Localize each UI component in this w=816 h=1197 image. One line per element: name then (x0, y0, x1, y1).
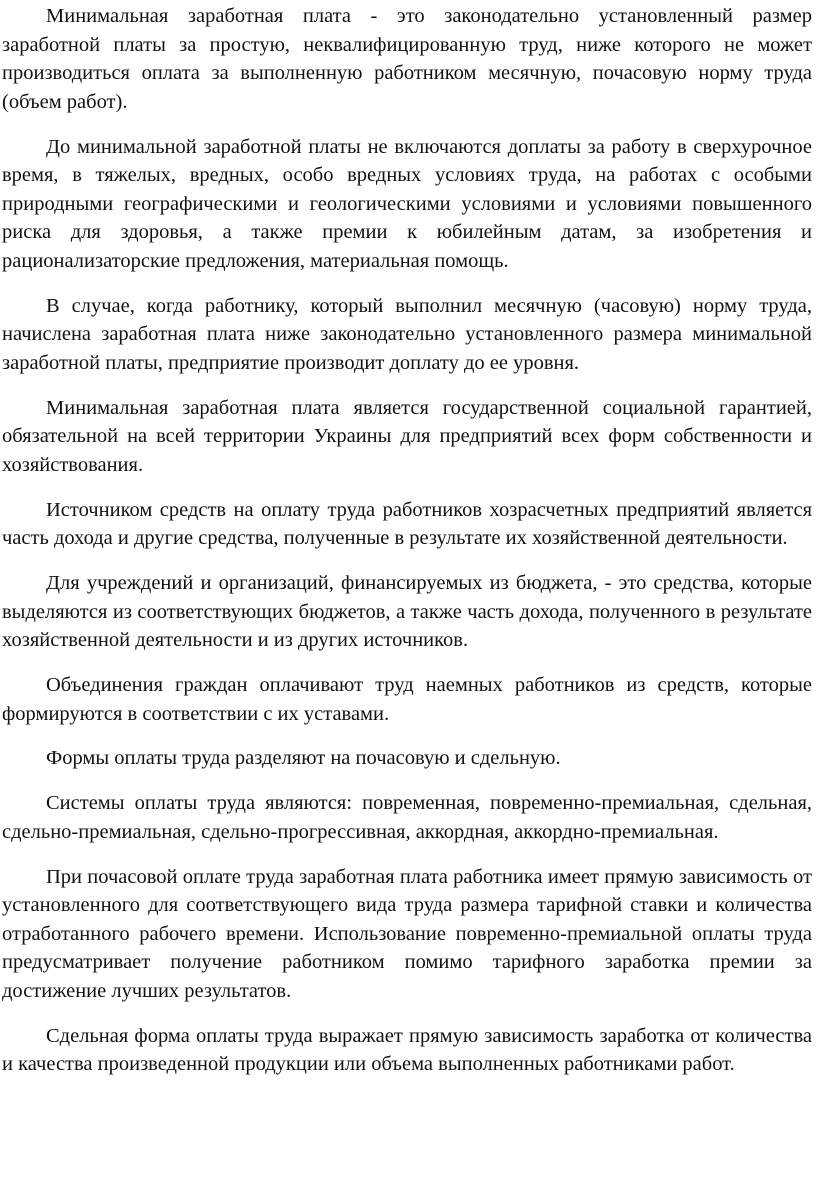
paragraph-time-based-pay: При почасовой оплате труда заработная плата работника имеет прямую зависимость от установленного для соответствующего вида труда размера тарифной ставки и количества отработанного рабочего времени. Использование повременно-премиальной оплаты труда предусматривает получение работником помимо тарифного заработка премии за достижение лучших результатов. (2, 865, 812, 1002)
paragraph-min-wage-exclusions: До минимальной заработной платы не включаются доплаты за работу в сверхурочное время, в тяжелых, вредных, особо вредных условиях труда, на работах с особыми природными географическими и геологическими условиями и условиями повышенного риска для здоровья, а также премии к юбилейным датам, за изобретения и рационализаторские предложения, материальная помощь. (2, 135, 812, 272)
paragraph-pay-forms: Формы оплаты труда разделяют на почасовую и сдельную. (46, 747, 561, 770)
paragraph-min-wage-guarantee: Минимальная заработная плата является государственной социальной гарантией, обязательной на всей территории Украины для предприятий всех форм собственности и хозяйствования. (2, 396, 812, 476)
paragraph-budget-organizations: Для учреждений и организаций, финансируемых из бюджета, - это средства, которые выделяются из соответствующих бюджетов, а также часть дохода, полученного в результате хозяйственной деятельности и из других источников. (2, 572, 812, 652)
paragraph-min-wage-definition: Минимальная заработная плата - это законодательно установленный размер заработной платы за простую, неквалифицированную труд, ниже которого не может производиться оплата за выполненную работником месячную, почасовую норму труда (объем работ). (2, 5, 812, 113)
paragraph-funding-source: Источником средств на оплату труда работников хозрасчетных предприятий является часть дохода и другие средства, полученные в результате их хозяйственной деятельности. (2, 498, 812, 550)
paragraph-min-wage-topup: В случае, когда работнику, который выполнил месячную (часовую) норму труда, начислена заработная плата ниже законодательно установленного размера минимальной заработной платы, предприятие производит доплату до ее уровня. (2, 294, 812, 374)
paragraph-citizen-associations: Объединения граждан оплачивают труд наемных работников из средств, которые формируются в соответствии с их уставами. (2, 674, 812, 725)
paragraph-piece-rate-pay: Сдельная форма оплаты труда выражает прямую зависимость заработка от количества и качества произведенной продукции или объема выполненных работниками работ. (2, 1024, 812, 1076)
paragraph-pay-systems: Системы оплаты труда являются: повременная, повременно-премиальная, сдельная, сдельно-премиальная, сдельно-прогрессивная, аккордная, аккордно-премиальная. (2, 792, 812, 843)
